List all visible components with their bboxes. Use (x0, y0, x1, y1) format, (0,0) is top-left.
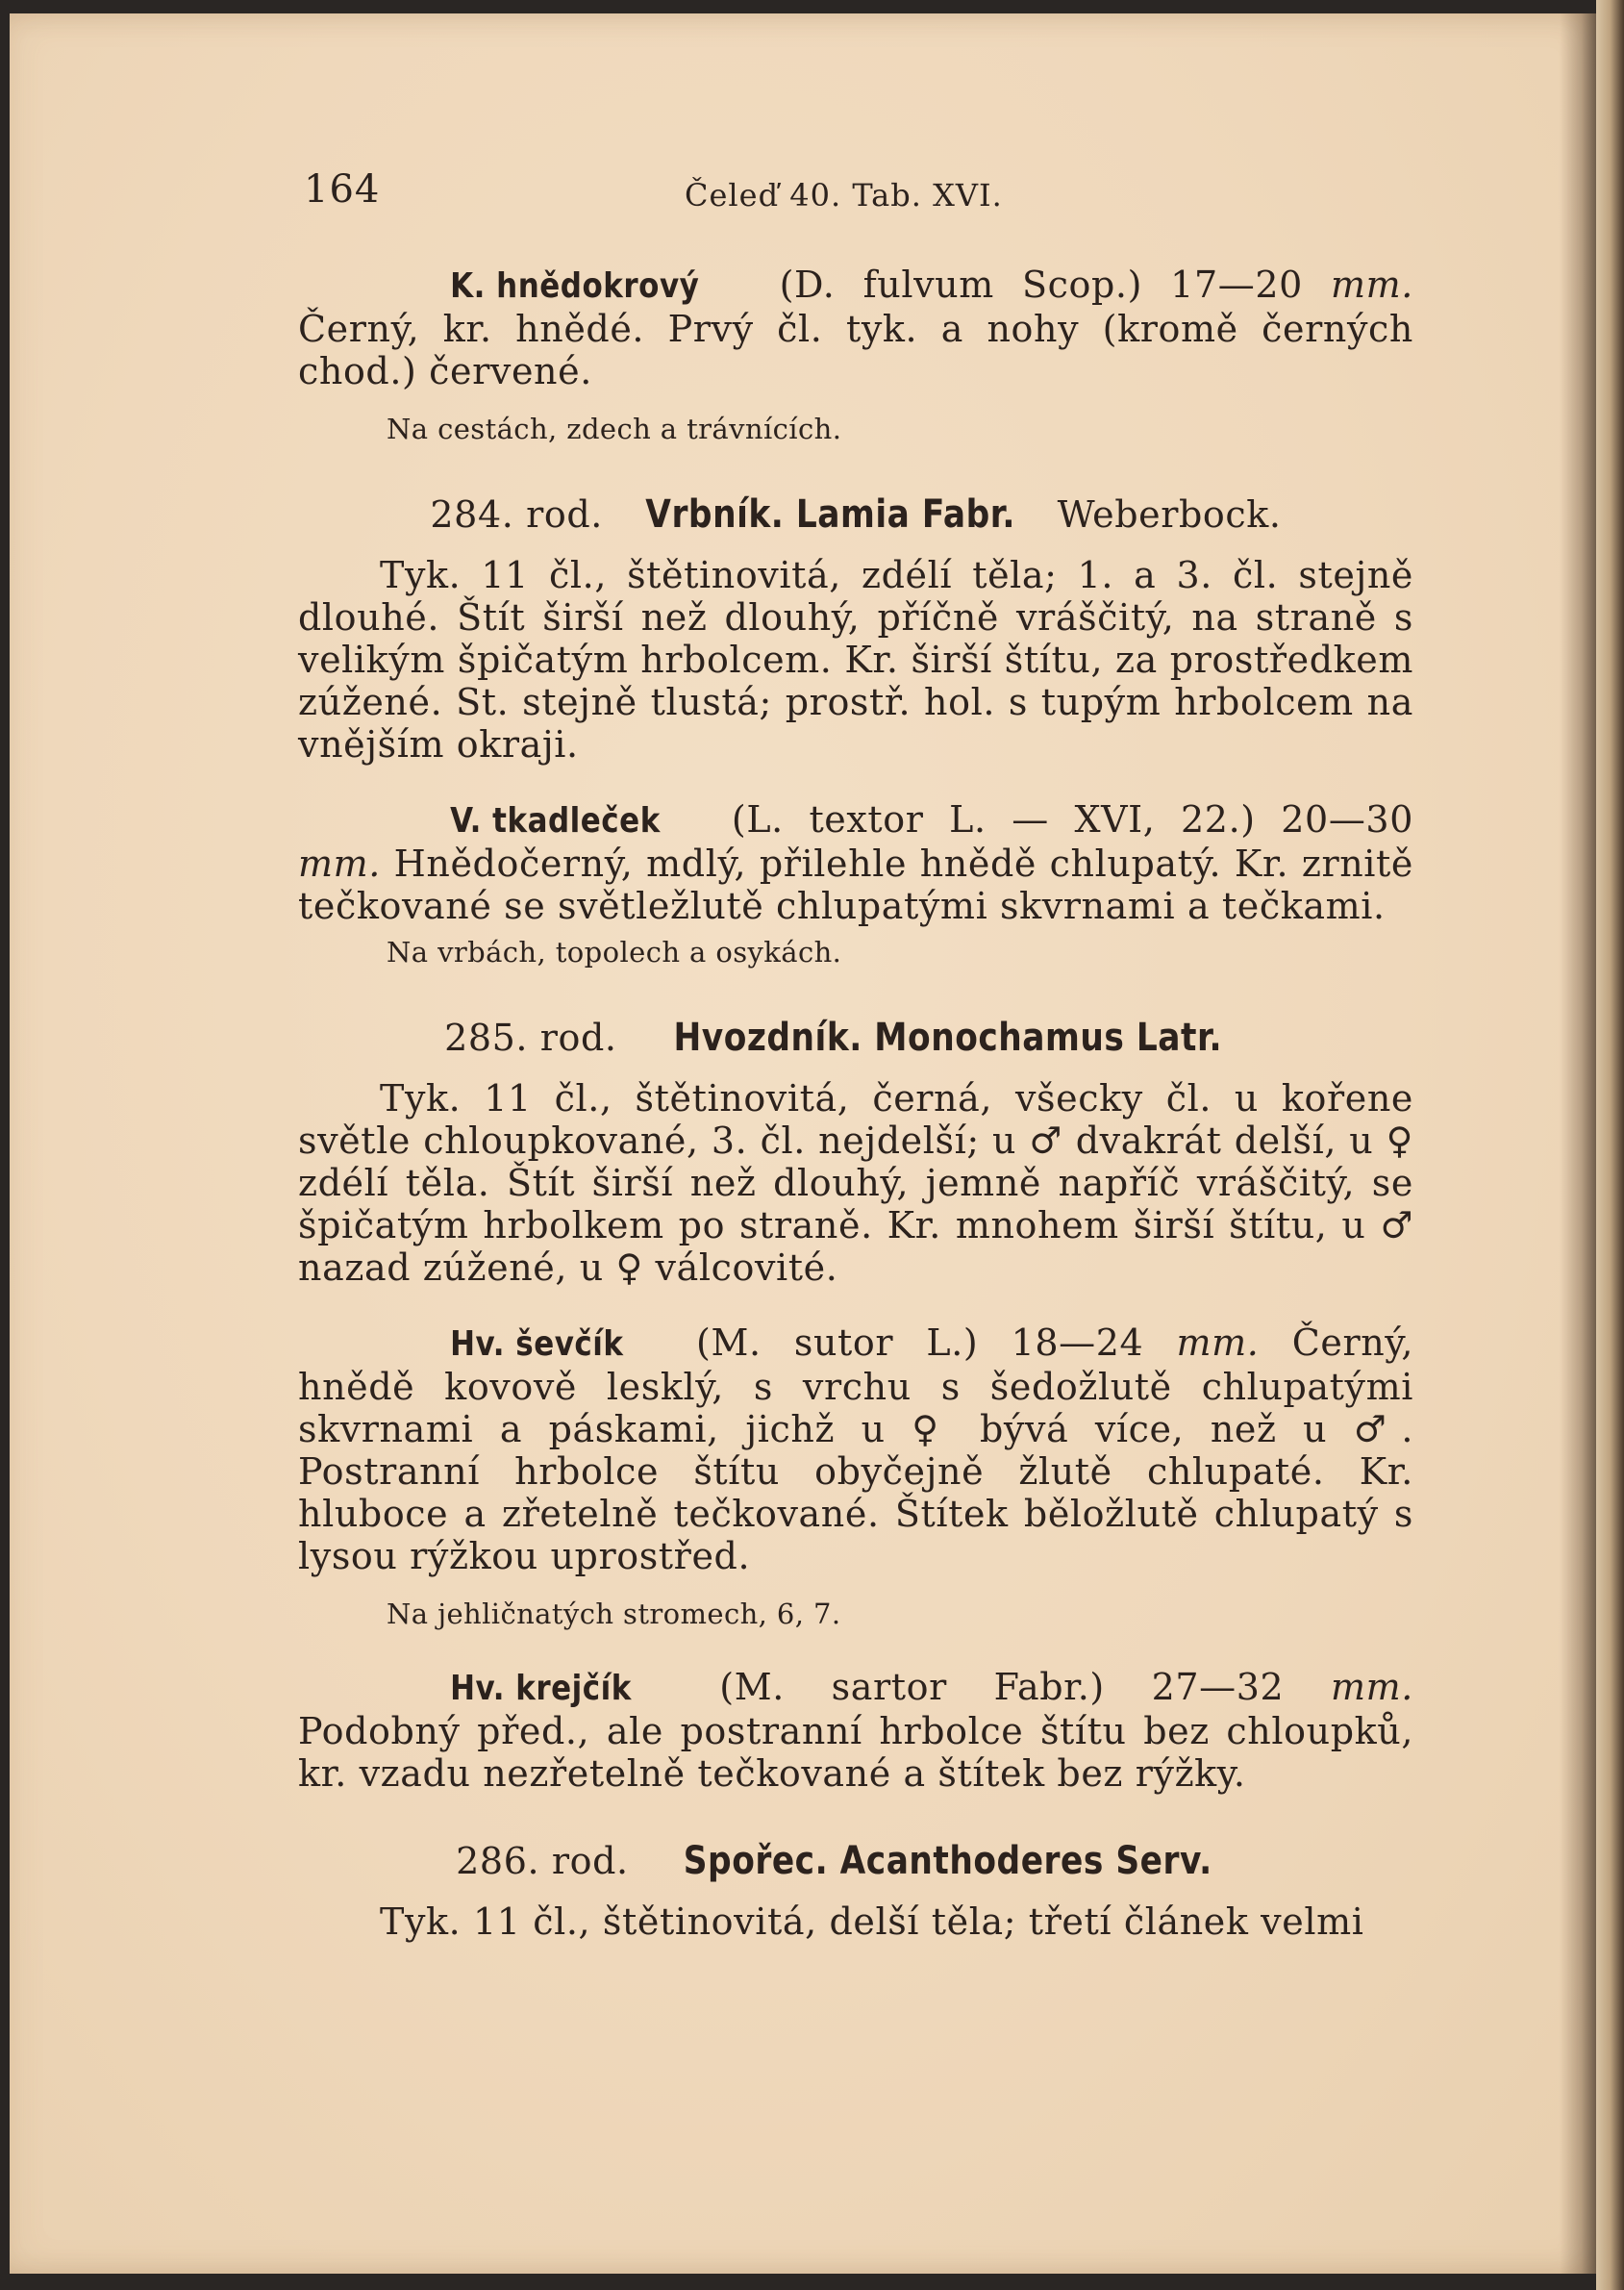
species-authority: (L. textor L. — XVI, 22.) 20—30 (731, 798, 1413, 841)
species-text: Černý, hnědě kovově lesklý, s vrchu s šedožlutě chlupatými skvrnami a páskami, jichž u ♀ bývá více, než u ♂. Postranní hrbolce štítu obyčejně žlutě chlupaté. Kr. hluboce a zřetelně tečkované. Štítek běložlutě chlupatý s lysou rýžkou uprostřed. (298, 1321, 1413, 1577)
species-description (298, 1666, 1413, 1795)
genus-name: Spořec. Acanthoderes Serv. (684, 1839, 1213, 1883)
genus-name: Vrbník. Lamia Fabr. (644, 492, 1015, 537)
genus-number: 286. rod. (456, 1840, 629, 1882)
species-entry-textor (298, 798, 1413, 971)
unit-mm: mm. (298, 843, 381, 885)
unit-mm: mm. (1331, 264, 1413, 306)
species-text: Černý, kr. hnědé. Prvý čl. tyk. a nohy (kromě černých chod.) červené. (298, 308, 1413, 392)
genus-number: 285. rod. (444, 1017, 617, 1059)
page-content (298, 167, 1413, 1943)
book-page (10, 13, 1596, 2274)
species-entry-sutor (298, 1321, 1413, 1633)
genus-description-284: Tyk. 11 čl., štětinovitá, zdélí těla; 1. a 3. čl. stejně dlouhé. Štít širší než dlouhý, příčně vráščitý, na straně s velikým špičatým hrbolcem. Kr. širší štítu, za prostředkem zúžené. St. stejně tlustá; prostř. hol. s tupým hrbolcem na vnějším okraji. (298, 554, 1413, 766)
genus-description-286: Tyk. 11 čl., štětinovitá, delší těla; třetí článek velmi (380, 1900, 1364, 1943)
species-term: Hv. krejčík (450, 1669, 632, 1708)
genus-heading-285 (298, 1014, 1413, 1062)
species-authority: (M. sutor L.) 18—24 (696, 1321, 1144, 1364)
species-habitat: Na jehličnatých stromech, 6, 7. (387, 1598, 841, 1630)
page-number: 164 (304, 167, 381, 212)
running-title: Čeleď 40. Tab. XVI. (685, 177, 1003, 214)
genus-name: Hvozdník. Monochamus Latr. (673, 1016, 1223, 1060)
genus-heading-286 (298, 1837, 1413, 1885)
genus-common-name: Weberbock. (1057, 493, 1282, 536)
species-text: Podobný před., ale postranní hrbolce štítu bez chloupků, kr. vzadu nezřetelně tečkované a štítek bez rýžky. (298, 1710, 1413, 1795)
unit-mm: mm. (1176, 1321, 1260, 1364)
book-edge (1596, 0, 1624, 2290)
unit-mm: mm. (1331, 1666, 1413, 1708)
running-head (298, 167, 1413, 225)
species-term: V. tkadleček (450, 801, 661, 841)
species-description (298, 798, 1413, 927)
genus-description-285: Tyk. 11 čl., štětinovitá, černá, všecky čl. u kořene světle chloupkované, 3. čl. nejdelší; u ♂ dvakrát delší, u ♀ zdélí těla. Štít širší než dlouhý, jemně napříč vráščitý, se špičatým hrbolkem po straně. Kr. mnohem širší štítu, u ♂ nazad zúžené, u ♀ válcovité. (298, 1077, 1413, 1289)
species-description (298, 264, 1413, 392)
genus-number: 284. rod. (430, 493, 603, 536)
page-gutter-shadow (1560, 13, 1596, 2274)
species-description (298, 1321, 1413, 1577)
species-term: K. hnědokrový (450, 266, 700, 306)
species-habitat: Na cestách, zdech a trávnících. (387, 413, 842, 445)
species-authority: (M. sartor Fabr.) 27—32 (719, 1666, 1285, 1708)
species-text: Hnědočerný, mdlý, přilehle hnědě chlupatý. Kr. zrnitě tečkované se světležlutě chlupatými skvrnami a tečkami. (298, 843, 1413, 927)
species-authority: (D. fulvum Scop.) 17—20 (779, 264, 1303, 306)
species-habitat: Na vrbách, topolech a osykách. (387, 936, 842, 969)
species-term: Hv. ševčík (450, 1324, 624, 1364)
genus-heading-284 (298, 491, 1413, 539)
species-entry-sartor (298, 1666, 1413, 1795)
species-entry-fulvum (298, 264, 1413, 448)
